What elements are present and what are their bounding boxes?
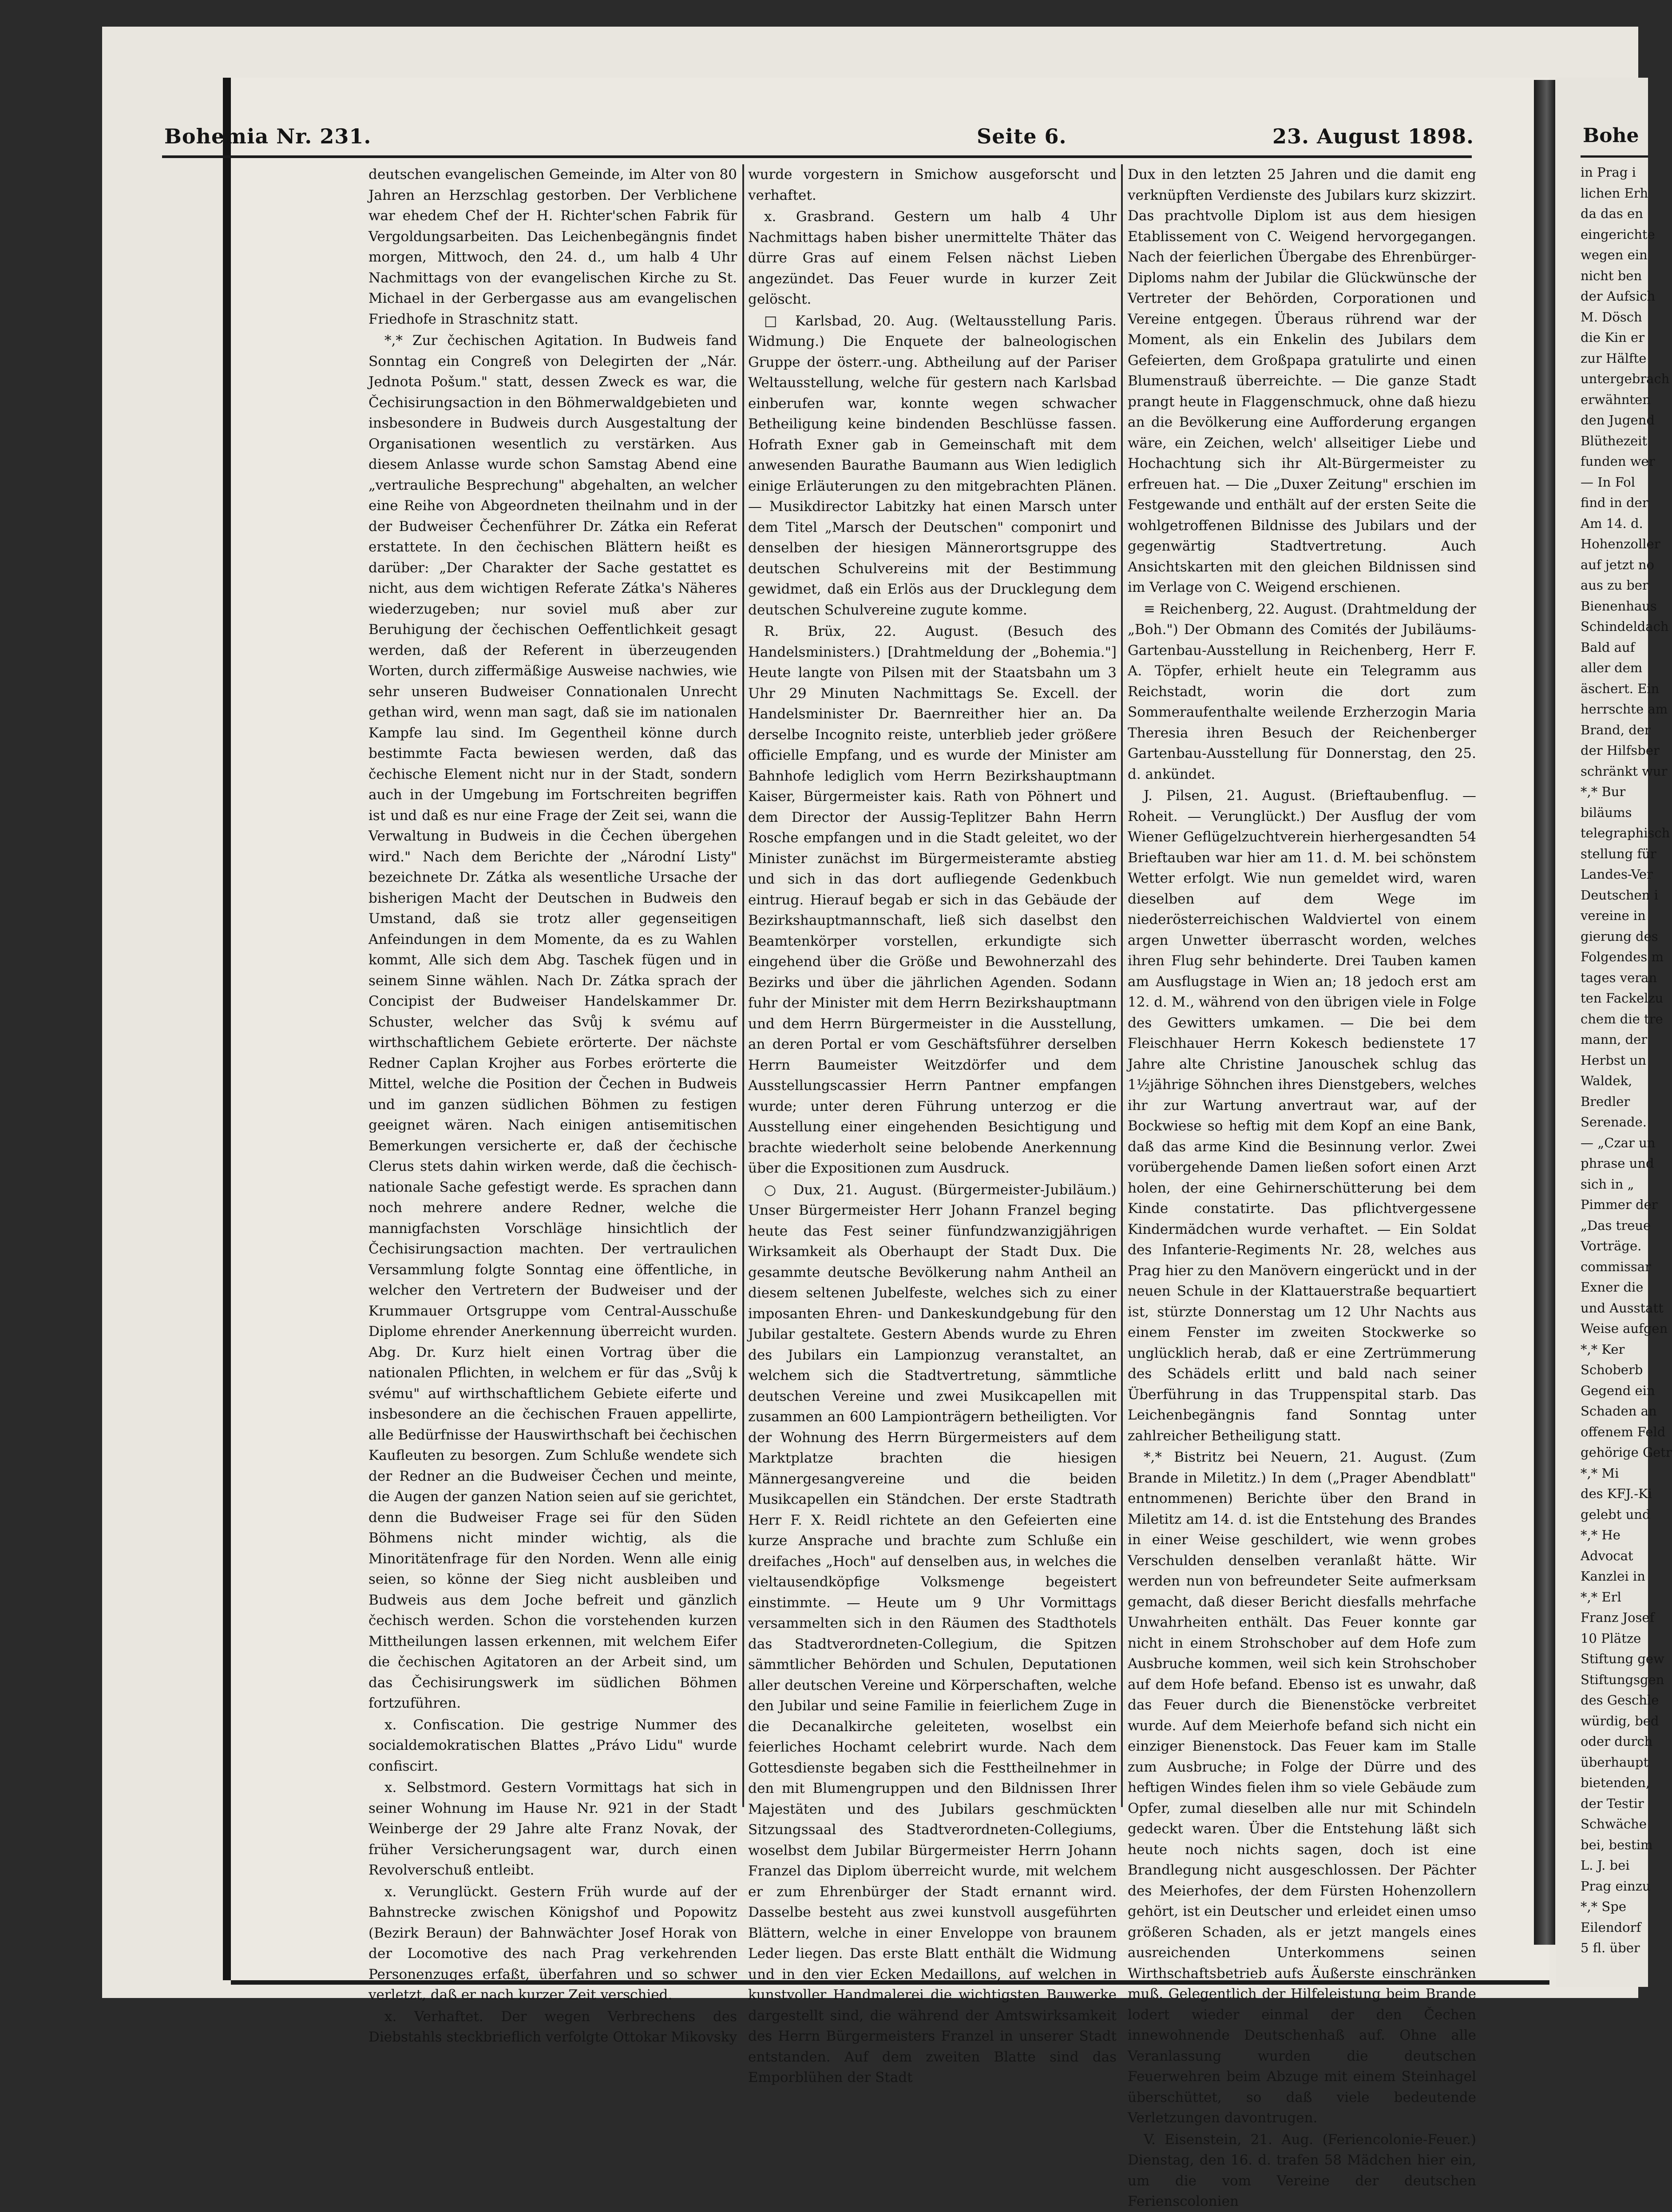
adjacent-line: M. Dösch <box>1581 309 1642 325</box>
adjacent-page-header: Bohe <box>1583 124 1639 147</box>
adjacent-line: biläums <box>1581 805 1632 820</box>
adjacent-line: aus zu ber <box>1581 578 1648 593</box>
paragraph: □ Karlsbad, 20. Aug. (Weltausstellung Paris. Widmung.) Die Enquete der balneologischen Gruppe der österr.-ung. Abtheilung auf der Pariser Weltausstellung, welche für gestern nach Karlsbad einberufen war, konnte wegen schwacher Betheiligung keine bindenden Beschlüsse fassen. Hofrath Exner gab in Gemeinschaft mit dem anwesenden Baurathe Baumann aus Wien lediglich einige Erläuterungen zu den mitgebrachten Plänen. — Musikdirector Labitzky hat einen Marsch unter dem Titel „Marsch der Deutschen" componirt und denselben der hiesigen Männerortsgruppe des deutschen Schulvereins mit der Bestimmung gewidmet, daß ein Erlös aus der Drucklegung dem deutschen Schulvereine zugute komme. <box>748 313 1117 618</box>
adjacent-line: untergebrach <box>1581 371 1670 386</box>
header-rule <box>162 155 1472 158</box>
adjacent-line: herrschte am <box>1581 702 1668 717</box>
adjacent-line: — In Fol <box>1581 474 1635 490</box>
paragraph: *,* Zur čechischen Agitation. In Budweis fand Sonntag ein Congreß von Delegirten der „Nár. Jednota Pošum." statt, dessen Zweck es war, die Čechisirungsaction in den Böhmerwaldgebieten und insbesondere in Budweis durch Ausgestaltung der Organisationen wesentlich zu verstärken. Aus diesem Anlasse wurde schon Samstag Abend eine „vertrauliche Besprechung" abgehalten, an welcher eine Reihe von Abgeordneten theilnahm und in der der Budweiser Čechenführer Dr. Zátka ein Referat erstattete. In den čechischen Blättern heißt es darüber: „Der Charakter der Sache gestattet es nicht, aus dem wichtigen Referate Zátka's Näheres wiederzugeben; nur soviel muß aber zur Beruhigung der čechischen Oeffentlichkeit gesagt werden, daß der Referent in überzeugenden Worten, durch ziffermäßige Ausweise nachwies, wie sehr unseren Budweiser Connationalen Unrecht gethan wird, wenn man sagt, daß sie im nationalen Kampfe lau sind. Im Gegentheil könne durch bestimmte Facta bewiesen werden, daß das čechische Element nicht nur in der Stadt, sondern auch in der Umgebung im Fortschreiten begriffen ist und daß es nur eine Frage der Zeit sei, wann die Verwaltung in Budweis in die Čechen übergehen wird." Nach dem Berichte der „Národní Listy" bezeichnete Dr. Zátka als wesentliche Ursache der bisherigen Macht der Deutschen in Budweis den Umstand, daß sie trotz aller gegenseitigen Anfeindungen in dem Momente, da es zu Wahlen kommt, Alle sich dem Abg. Taschek fügen und in seinem Sinne wählen. Nach Dr. Zátka sprach der Concipist der Budweiser Handelskammer Dr. Schuster, welcher das Svůj k svému auf wirthschaftlichem Gebiete erörterte. Der nächste Redner Caplan Krojher aus Forbes erörterte die Mittel, welche die Position der Čechen in Budweis und im ganzen südlichen Böhmen zu festigen geeignet wären. Nach einigen antisemitischen Bemerkungen versicherte er, daß der čechische Clerus stets dahin wirken werde, daß die čechisch-nationale Sache gefestigt werde. Es sprachen dann noch mehrere andere Redner, welche die mannigfachsten Vorschläge hinsichtlich der Čechisirungsaction machten. Der vertraulichen Versammlung folgte Sonntag eine öffentliche, in welcher den Vertretern der Budweiser und der Krummauer Ortsgruppe vom Central-Ausschuße Diplome ehrender Anerkennung überreicht wurden. Abg. Dr. Kurz hielt einen Vortrag über die nationalen Pflichten, in welchem er für das „Svůj k svému" auf wirthschaftlichem Gebiete eiferte und insbesondere an die čechischen Frauen appellirte, alle Bedürfnisse der Hauswirthschaft bei čechischen Kaufleuten zu besorgen. Zum Schluße wendete sich der Redner an die Budweiser Čechen und meinte, die Augen der ganzen Nation seien auf sie gerichtet, denn die Budweiser Frage sei für den Süden Böhmens nicht minder wichtig, als die Minoritätenfrage für den Norden. Wenn alle einig seien, so könne der Sieg nicht ausbleiben und Budweis aus dem Joche befreit und gänzlich čechisch werden. Schon die vorstehenden kurzen Mittheilungen lassen erkennen, mit welchem Eifer die čechischen Agitatoren an der Arbeit sind, um das Čechisirungswerk im südlichen Böhmen fortzuführen. <box>368 333 737 1711</box>
paragraph: x. Confiscation. Die gestrige Nummer des socialdemokratischen Blattes „Právo Lidu" wurde confiscirt. <box>368 1716 737 1774</box>
adjacent-line: Schoberb <box>1581 1362 1643 1377</box>
adjacent-line: der Aufsich <box>1581 289 1656 304</box>
paragraph: ≡ Reichenberg, 22. August. (Drahtmeldung der „Boh.") Der Obmann des Comités der Jubiläums-Gartenbau-Ausstellung in Reichenberg, Herr F. A. Töpfer, erhielt heute ein Telegramm aus Reichstadt, worin die dort zum Sommeraufenthalte weilende Erzherzogin Maria Theresia ihren Besuch der Reichenberger Gartenbau-Ausstellung für Donnerstag, den 25. d. ankündet. <box>1128 601 1476 782</box>
adjacent-line: funden wer <box>1581 454 1655 469</box>
adjacent-line: Schaden an <box>1581 1403 1657 1419</box>
adjacent-line: chem die tre <box>1581 1011 1663 1027</box>
adjacent-line: bei, bestim <box>1581 1837 1653 1852</box>
adjacent-line: „Das treue <box>1581 1217 1651 1233</box>
adjacent-line: nicht ben <box>1581 268 1642 283</box>
paragraph: x. Verhaftet. Der wegen Verbrechens des Diebstahls steckbrieflich verfolgte Ottokar Mikovsky <box>368 2008 737 2045</box>
page-header <box>164 124 1474 155</box>
adjacent-line: Stiftungsgen <box>1581 1672 1664 1687</box>
adjacent-line: stellung für <box>1581 846 1656 861</box>
adjacent-line: Bald auf <box>1581 639 1635 655</box>
adjacent-line: den Jugend <box>1581 412 1655 428</box>
adjacent-line: Am 14. d. <box>1581 515 1643 531</box>
adjacent-line: Eilendorf <box>1581 1919 1641 1935</box>
adjacent-line: Pimmer der <box>1581 1197 1658 1212</box>
page-gutter <box>1534 80 1555 1945</box>
adjacent-line: lichen Erh <box>1581 185 1648 201</box>
paragraph: deutschen evangelischen Gemeinde, im Alter von 80 Jahren an Herzschlag gestorben. Der Verblichene war ehedem Chef der H. Richter'schen Fabrik für Vergoldungsarbeiten. Das Leichenbegängnis findet morgen, Mittwoch, den 24. d., um halb 4 Uhr Nachmittags von der evangelischen Kirche zu St. Michael in der Gerbergasse aus am evangelischen Friedhofe in Straschnitz statt. <box>368 166 737 327</box>
paragraph: V. Eisenstein, 21. Aug. (Feriencolonie-Feuer.) Dienstag, den 16. d. trafen 58 Mädchen hier ein, um die vom Vereine der deutschen Ferienscolonien <box>1128 2131 1476 2209</box>
adjacent-line: Bredler <box>1581 1094 1630 1109</box>
adjacent-line: der Testir <box>1581 1796 1644 1811</box>
adjacent-line: Brand, der <box>1581 722 1651 737</box>
adjacent-line: Prag einzu <box>1581 1878 1651 1894</box>
paragraph: x. Selbstmord. Gestern Vormittags hat sich in seiner Wohnung im Hause Nr. 921 in der Stadt Weinberge der 29 Jahre alte Franz Novak, der früher Versicherungsagent war, durch einen Revolverschuß entleibt. <box>368 1780 737 1878</box>
adjacent-line: Landes-Ver <box>1581 867 1653 882</box>
paragraph: wurde vorgestern in Smichow ausgeforscht und verhaftet. <box>748 166 1117 203</box>
adjacent-line: L. J. bei <box>1581 1858 1630 1873</box>
adjacent-line: 5 fl. über <box>1581 1940 1640 1955</box>
adjacent-line: Deutschen i <box>1581 887 1658 903</box>
adjacent-line: ten Fackelzu <box>1581 991 1664 1006</box>
adjacent-line: Weise aufgen <box>1581 1321 1668 1336</box>
adjacent-line: Exner die <box>1581 1280 1644 1295</box>
adjacent-line: *,* Ker <box>1581 1341 1625 1357</box>
adjacent-line: Serenade. <box>1581 1114 1647 1130</box>
adjacent-line: find in der <box>1581 495 1648 510</box>
adjacent-line: des KFJ.-Ki <box>1581 1486 1652 1501</box>
adjacent-line: würdig, bed <box>1581 1713 1659 1728</box>
adjacent-line: offenem Feld <box>1581 1424 1666 1439</box>
adjacent-line: tages veran <box>1581 970 1657 985</box>
adjacent-line: *,* He <box>1581 1527 1620 1542</box>
adjacent-line: äschert. Ein <box>1581 681 1660 696</box>
paragraph: x. Grasbrand. Gestern um halb 4 Uhr Nachmittags haben bisher unermittelte Thäter das dürre Gras auf einem Felsen nächst Lieben angezündet. Das Feuer wurde in kurzer Zeit gelöscht. <box>748 209 1117 307</box>
adjacent-line: und Ausstatt <box>1581 1300 1664 1316</box>
adjacent-line: Herbst un <box>1581 1052 1646 1068</box>
adjacent-line: Franz Josef <box>1581 1610 1655 1625</box>
adjacent-line: oder durch <box>1581 1734 1653 1749</box>
adjacent-line: erwähnten <box>1581 392 1651 407</box>
adjacent-line: gehörige Getr <box>1581 1445 1672 1460</box>
adjacent-line: *,* Mi <box>1581 1465 1619 1481</box>
column-2 <box>748 164 1117 2085</box>
adjacent-line: wegen ein <box>1581 247 1648 262</box>
adjacent-line: mann, der <box>1581 1032 1648 1047</box>
column-3 <box>1128 164 1476 2209</box>
adjacent-line: vereine in <box>1581 908 1646 923</box>
adjacent-line: Kanzlei in <box>1581 1569 1645 1584</box>
adjacent-line: die Kin er <box>1581 330 1645 345</box>
adjacent-line: *,* Bur <box>1581 784 1626 799</box>
header-masthead: Bohemia Nr. 231. <box>164 124 372 148</box>
column-divider <box>742 164 744 1807</box>
adjacent-line: gelebt und <box>1581 1506 1651 1522</box>
adjacent-line: Hohenzoller <box>1581 536 1660 551</box>
adjacent-line: Advocat <box>1581 1548 1633 1563</box>
paragraph: *,* Bistritz bei Neuern, 21. August. (Zum Brande in Miletitz.) In dem („Prager Abendblatt" entnommenen) Berichte über den Brand in Miletitz am 14. d. ist die Entstehung des Brandes in einer Weise geschildert, wie wenn grobes Verschulden denselben veranlaßt hätte. Wir werden nun von befreundeter Seite aufmerksam gemacht, daß dieser Bericht diesfalls mehrfache Unwahrheiten enthält. Das Feuer konnte gar nicht in einem Strohschober auf dem Hofe zum Ausbruche kommen, weil sich kein Strohschober auf dem Hofe befand. Ebenso ist es unwahr, daß das Feuer durch die Bienenstöcke verbreitet wurde. Auf dem Meierhofe befand sich nicht ein einziger Bienenstock. Das Feuer kam im Stalle zum Ausbruche; in Folge der Dürre und des heftigen Windes fielen ihm so viele Gebäude zum Opfer, zumal dieselben alle nur mit Schindeln gedeckt waren. Über die Entstehung läßt sich heute noch nichts sagen, doch ist eine Brandlegung nicht ausgeschlossen. Der Pächter des Meierhofes, der dem Fürsten Hohenzollern gehört, ist ein Deutscher und erleidet einen umso größeren Schaden, als er jetzt mangels eines ausreichenden Unterkommens seinen Wirthschaftsbetrieb aufs Äußerste einschränken muß. Gelegentlich der Hilfeleistung beim Brande lodert wieder einmal der den Čechen innewohnende Deutschenhaß auf. Ohne alle Veranlassung wurden die deutschen Feuerwehren beim Abzuge mit einem Steinhagel überschüttet, so daß viele bedeutende Verletzungen davontrugen. <box>1128 1449 1476 2126</box>
header-page-number: Seite 6. <box>977 124 1067 148</box>
paragraph: R. Brüx, 22. August. (Besuch des Handelsministers.) [Drahtmeldung der „Bohemia."] Heute langte von Pilsen mit der Staatsbahn um 3 Uhr 29 Minuten Nachmittags Se. Excell. der Handelsminister Dr. Baernreither hier an. Da derselbe Incognito reiste, unterblieb jeder größere officielle Empfang, und es wurde der Minister am Bahnhofe lediglich vom Herrn Bezirkshauptmann Kaiser, Bürgermeister kais. Rath von Pöhnert und dem Director der Aussig-Teplitzer Bahn Herrn Rosche empfangen und in die Stadt geleitet, wo der Minister zunächst im Bürgermeisteramte abstieg und sich in das dort aufliegende Gedenkbuch eintrug. Hierauf begab er sich in das Gebäude der Bezirkshauptmannschaft, ließ sich daselbst den Beamtenkörper vorstellen, erkundigte sich eingehend über die Größe und Bewohnerzahl des Bezirks und über die jährlichen Agenden. Sodann fuhr der Minister mit dem Herrn Bezirkshauptmann und dem Herrn Bürgermeister in die Ausstellung, an deren Portal er vom Geschäftsführer derselben Herrn Baumeister Weitzdörfer und dem Ausstellungscassier Herrn Pantner empfangen wurde; unter deren Führung unterzog er die Ausstellung einer eingehenden Besichtigung und brachte wiederholt seine belobende Anerkennung über die Expositionen zum Ausdruck. <box>748 623 1117 1176</box>
adjacent-line: commissar <box>1581 1259 1651 1274</box>
adjacent-line: Schindeldach <box>1581 619 1669 634</box>
adjacent-line: des Geschle <box>1581 1693 1659 1708</box>
adjacent-line: schränkt wur <box>1581 763 1668 779</box>
adjacent-line: eingerichte <box>1581 226 1655 242</box>
paragraph: Dux in den letzten 25 Jahren und die damit eng verknüpften Verdienste des Jubilars kurz skizzirt. Das prachtvolle Diplom ist aus dem hiesigen Etablissement von C. Weigend hervorgegangen. Nach der feierlichen Übergabe des Ehrenbürger-Diploms nahm der Jubilar die Glückwünsche der Vertreter der Behörden, Corporationen und Vereine entgegen. Überaus rührend war der Moment, als ein Enkelin des Jubilars dem Gefeierten, dem Großpapa gratulirte und einen Blumenstrauß überreichte. — Die ganze Stadt prangt heute in Flaggenschmuck, ohne daß hiezu an die Bevölkerung eine Aufforderung ergangen wäre, ein Zeichen, welch' allseitiger Liebe und Hochachtung sich ihr Alt-Bürgermeister zu erfreuen hat. — Die „Duxer Zeitung" erschien im Festgewande und enthält auf der ersten Seite die wohlgetroffenen Bildnisse des Jubilars und der gegenwärtig Stadtvertretung. Auch Ansichtskarten mit den gleichen Bildnissen sind im Verlage von C. Weigend erschienen. <box>1128 166 1476 595</box>
adjacent-line: *,* Erl <box>1581 1589 1621 1605</box>
adjacent-line: in Prag i <box>1581 165 1636 180</box>
adjacent-line: gierung des <box>1581 928 1658 944</box>
adjacent-line: Schwäche <box>1581 1816 1647 1831</box>
adjacent-line: der Hilfsber <box>1581 743 1660 758</box>
adjacent-line: überhaupt <box>1581 1754 1649 1770</box>
paragraph: ○ Dux, 21. August. (Bürgermeister-Jubiläum.) Unser Bürgermeister Herr Johann Franzel beging heute das Fest seiner fünfundzwanzigjährigen Wirksamkeit als Oberhaupt der Stadt Dux. Die gesammte deutsche Bevölkerung nahm Antheil an diesem seltenen Jubelfeste, welches sich zu einer imposanten Ehren- und Dankeskundgebung für den Jubilar gestaltete. Gestern Abends wurde zu Ehren des Jubilars ein Lampionzug veranstaltet, an welchem sich die Stadtvertretung, sämmtliche deutschen Vereine und zwei Musikcapellen mit zusammen an 600 Lampionträgern betheiligten. Vor der Wohnung des Herrn Bürgermeisters auf dem Marktplatze brachten die hiesigen Männergesangvereine und die beiden Musikcapellen ein Ständchen. Der erste Stadtrath Herr F. X. Reidl richtete an den Gefeierten eine kurze Ansprache und brachte zum Schluße ein dreifaches „Hoch" auf denselben aus, in welches die vieltausendköpfige Volksmenge begeistert einstimmte. — Heute um 9 Uhr Vormittags versammelten sich in den Räumen des Stadthotels das Stadtverordneten-Collegium, die Spitzen sämmtlicher Behörden und Schulen, Deputationen aller deutschen Vereine und Körperschaften, welche den Jubilar und seine Familie in feierlichem Zuge in die Decanalkirche geleiteten, woselbst ein feierliches Hochamt celebrirt wurde. Nach dem Gottesdienste begaben sich die Festtheilnehmer in den mit Blumengruppen und den Bildnissen Ihrer Majestäten und des Jubilars geschmückten Sitzungssaal des Stadtverordneten-Collegiums, woselbst dem Jubilar Bürgermeister Herrn Johann Franzel das Diplom überreicht wurde, mit welchem er zum Ehrenbürger der Stadt ernannt wird. Dasselbe besteht aus zwei kunstvoll ausgeführten Blättern, welche in einer Enveloppe von braunem Leder liegen. Das erste Blatt enthält die Widmung und in den vier Ecken Medaillons, auf welchen in kunstvoller Handmalerei die wichtigsten Bauwerke dargestellt sind, die während der Amtswirksamkeit des Herrn Bürgermeisters Franzel in unserer Stadt entstanden. Auf dem zweiten Blatte sind das Emporblühen der Stadt <box>748 1181 1117 2085</box>
adjacent-line: Gegend ein <box>1581 1383 1655 1398</box>
adjacent-page-rule <box>1581 155 1648 158</box>
column-1 <box>368 164 737 2045</box>
paragraph: x. Verunglückt. Gestern Früh wurde auf der Bahnstrecke zwischen Königshof und Popowitz (Bezirk Beraun) der Bahnwächter Josef Horak von der Locomotive des nach Prag verkehrenden Personenzuges erfaßt, überfahren und so schwer verletzt, daß er nach kurzer Zeit verschied. <box>368 1883 737 2003</box>
adjacent-line: bietenden, <box>1581 1775 1650 1790</box>
adjacent-line: zur Hälfte <box>1581 350 1647 366</box>
adjacent-line: Vorträge. <box>1581 1238 1642 1253</box>
header-date: 23. August 1898. <box>1272 124 1474 148</box>
adjacent-line: — „Czar un <box>1581 1135 1656 1150</box>
paragraph: J. Pilsen, 21. August. (Brieftaubenflug. — Roheit. — Verunglückt.) Der Ausflug der vom Wiener Geflügelzuchtverein hierhergesandten 54 Brieftauben war hier am 11. d. M. bei schönstem Wetter erfolgt. Wie nun gemeldet wird, waren dieselben auf dem Wege im niederösterreichischen Waldviertel von einem argen Unwetter überrascht worden, welches ihren Flug sehr behinderte. Drei Tauben kamen am Ausflugstage in Wien an; 18 jedoch erst am 12. d. M., während von den übrigen viele in Folge des Gewitters umkamen. — Die bei dem Fleischhauer Herrn Kokesch bedienstete 17 Jahre alte Christine Janouschek schlug das 1½jährige Söhnchen ihres Dienstgebers, welches ihr zur Wartung anvertraut war, auf der Bockwiese so heftig mit dem Kopf an eine Bank, daß das arme Kind die Besinnung verlor. Zwei vorübergehende Damen ließen sofort einen Arzt holen, der eine Gehirnerschütterung bei dem Kinde constatirte. Das pflichtvergessene Kindermädchen wurde verhaftet. — Ein Soldat des Infanterie-Regiments Nr. 28, welches aus Prag hier zu den Manövern eingerückt und in der neuen Schule in der Klattauerstraße bequartiert ist, stürzte Donnerstag um 12 Uhr Nachts aus einem Fenster im zweiten Stockwerke so unglücklich herab, daß er eine Zertrümmerung des Schädels erlitt und bald nach seiner Überführung in das Truppenspital starb. Das Leichenbegängnis fand Sonntag unter zahlreicher Betheiligung statt. <box>1128 788 1476 1444</box>
adjacent-line: Bienenhaus <box>1581 598 1657 614</box>
adjacent-line: *,* Spe <box>1581 1899 1627 1914</box>
adjacent-line: telegraphisch <box>1581 825 1670 840</box>
adjacent-line: da das en <box>1581 206 1643 221</box>
adjacent-line: Blüthezeit <box>1581 433 1648 448</box>
adjacent-line: Stiftung gew <box>1581 1651 1664 1666</box>
adjacent-line: Waldek, <box>1581 1073 1632 1088</box>
adjacent-line: sich in „ <box>1581 1176 1634 1192</box>
adjacent-line: phrase und <box>1581 1156 1654 1171</box>
adjacent-line: aller dem <box>1581 660 1643 675</box>
adjacent-line: auf jetzt no <box>1581 557 1655 572</box>
adjacent-page-column <box>1581 162 1672 1955</box>
adjacent-line: 10 Plätze <box>1581 1630 1641 1646</box>
adjacent-line: Folgendes m <box>1581 949 1664 964</box>
column-divider <box>1121 164 1123 1807</box>
